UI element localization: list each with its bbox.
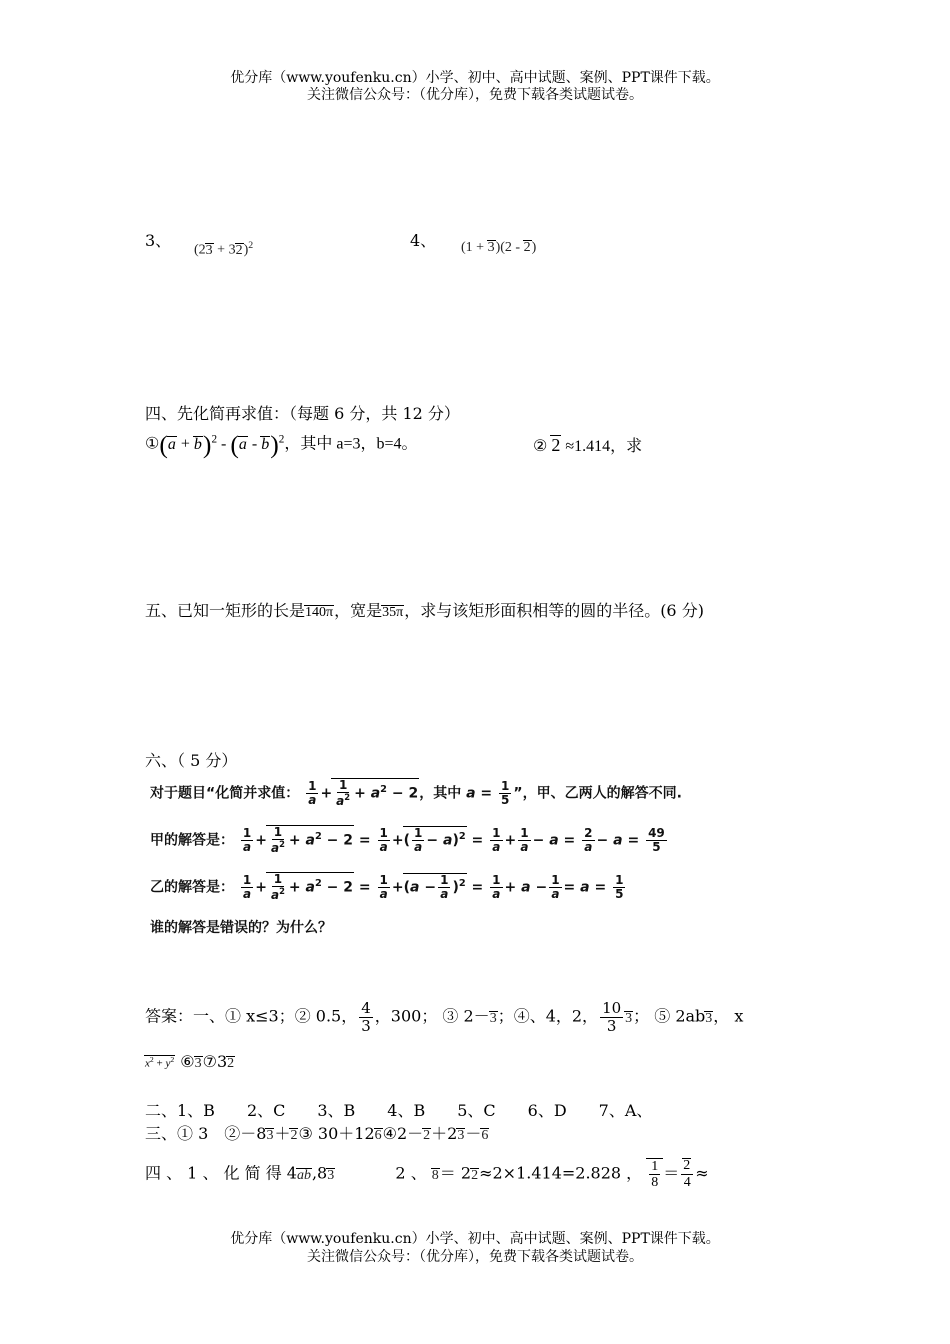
answers-line-2: $x^2 + y^2$ ⑥3⑦32 — [145, 1052, 235, 1071]
section-4-item-1: ①(a + b)$^2$ - (a - b)$^2$，其中 a=3，b=4。 — [145, 430, 418, 459]
header-line-2: 关注微信公众号：（优分库），免费下载各类试题试卷。 — [307, 87, 643, 103]
section-6-title: 六、（ 5 分） — [145, 751, 238, 770]
answers-line-1: 答案：一、① x≤3；② 0.5， $\frac{4}{3}$ ，300； ③ 2－3；④、4，2， $\frac{10}{3}$ 3； ⑤ 2ab3， x — [145, 999, 744, 1035]
question-4-expression: (1 + 3)(2 - 2) — [461, 240, 537, 255]
section-6-problem: 对于题目“化简并求值： $\frac{1}{a}$ + $\frac{1}{a^2}$ + $a^2 - 2$，其中 a = $\frac{1}{5}$ ”，甲、乙两人的解答不同. — [150, 778, 682, 809]
section-4-item-2: ② 2 ≈1.414，求 — [533, 435, 643, 455]
header-line-1: 优分库（www.youfenku.cn）小学、初中、高中试题、案例、PPT课件下载。 — [230, 70, 720, 86]
answers-part-3: 三、① 3 ②－83＋2③ 30＋126④2－2＋23－6 — [145, 1124, 489, 1143]
footer-line-2: 关注微信公众号：（优分库），免费下载各类试题试卷。 — [307, 1249, 643, 1265]
section-6-jia-solution: 甲的解答是： $\frac{1}{a}$ + $\frac{1}{a^2}$ + $a^2 - 2$ = $\frac{1}{a}$ +( $\frac{1}{a}$ − a)$^2$ = $\frac{1}{a}$ + $\frac{1}{a}$ − a = $\frac{2}{a}$ − a = $\frac{49}{5}$ — [150, 825, 665, 856]
answers-part-4: 四 、 1 、 化 简 得 4ab,83 2 、 8＝ 22≈2×1.414=2.828 ， $\frac{1}{8}$ ＝ $\frac{2}{4}$ ≈ — [145, 1158, 709, 1191]
answers-part-2: 二、1、B 2、C 3、B 4、B 5、C 6、D 7、A、 — [145, 1101, 653, 1120]
section-4-title: 四、先化简再求值：（每题 6 分，共 12 分） — [145, 404, 460, 423]
footer-line-1: 优分库（www.youfenku.cn）小学、初中、高中试题、案例、PPT课件下载。 — [230, 1231, 720, 1247]
section-6-yi-solution: 乙的解答是： $\frac{1}{a}$ + $\frac{1}{a^2}$ + $a^2 - 2$ = $\frac{1}{a}$ +(a − $\frac{1}{a}$ )$^2$ = $\frac{1}{a}$ + a − $\frac{1}{a}$ = a = $\frac{1}{5}$ — [150, 872, 624, 903]
section-6-question: 谁的解答是错误的？为什么？ — [150, 920, 332, 936]
question-3-expression: $(23 + 32)^2$ — [194, 240, 254, 258]
question-3-label: 3、 — [145, 231, 172, 250]
section-5-question: 五、已知一矩形的长是140π，宽是35π，求与该矩形面积相等的圆的半径。(6 分) — [145, 601, 704, 620]
question-4-label: 4、 — [410, 231, 437, 250]
